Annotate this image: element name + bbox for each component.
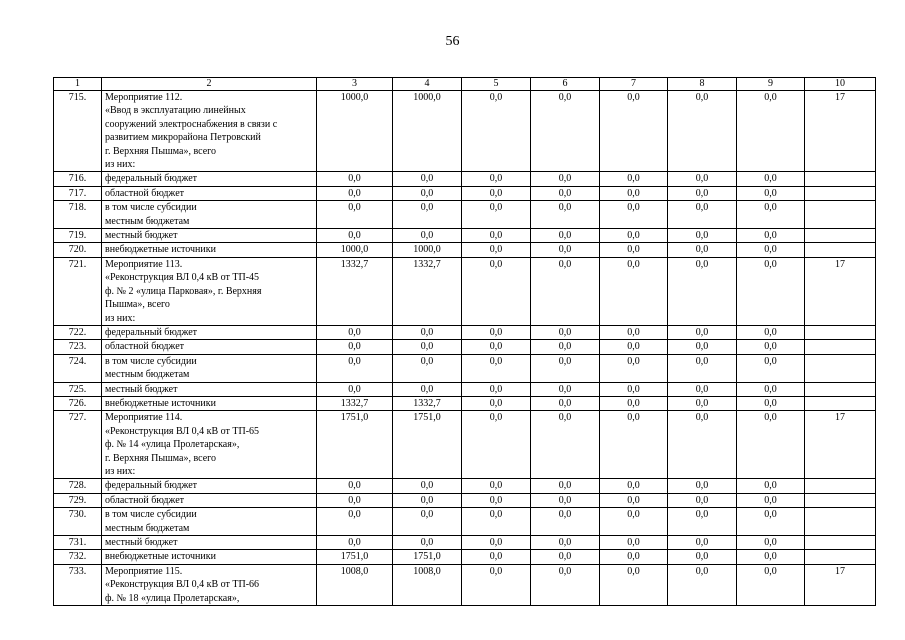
value-cell: 0,0 [462,396,531,410]
row-name-line: внебюджетные источники [105,551,216,563]
table-row [54,536,876,550]
value-cell: 1751,0 [317,550,393,564]
table-body [54,78,876,606]
row-name-line: в том числе субсидии [105,202,197,214]
value-cell: 0,0 [531,396,600,410]
row-number: 724. [54,354,102,382]
value-cell: 0,0 [531,340,600,354]
value-cell: 0,0 [393,479,462,493]
row-name [102,172,317,186]
value-cell: 0,0 [600,536,668,550]
value-cell: 0,0 [393,172,462,186]
table-row [54,411,876,479]
row-name-line: г. Верхняя Пышма», всего [105,145,216,157]
value-cell: 0,0 [462,325,531,339]
value-cell: 0,0 [600,508,668,536]
row-name-line: г. Верхняя Пышма», всего [105,452,216,464]
value-cell: 0,0 [462,411,531,479]
value-cell: 0,0 [462,91,531,172]
row-number: 717. [54,186,102,200]
row-name [102,411,317,479]
table-row [54,325,876,339]
table-row [54,396,876,410]
row-name [102,257,317,325]
row-number: 723. [54,340,102,354]
row-number: 725. [54,382,102,396]
row-name-line: «Реконструкция ВЛ 0,4 кВ от ТП-45 [105,272,260,284]
value-cell: 0,0 [668,340,737,354]
value-cell: 0,0 [531,325,600,339]
table-row [54,257,876,325]
value-cell: 0,0 [393,325,462,339]
value-cell: 0,0 [462,243,531,257]
value-cell: 0,0 [600,479,668,493]
value-cell: 0,0 [462,508,531,536]
value-cell: 0,0 [737,340,805,354]
table-header-row [54,78,876,91]
row-number: 720. [54,243,102,257]
ref-cell [805,493,876,507]
value-cell: 0,0 [737,354,805,382]
value-cell: 0,0 [317,493,393,507]
value-cell: 0,0 [462,493,531,507]
header-cell: 9 [737,78,805,91]
value-cell: 0,0 [600,340,668,354]
row-name-line: ф. № 2 «улица Парковая», г. Верхняя [105,285,262,297]
value-cell: 0,0 [317,172,393,186]
value-cell: 0,0 [600,325,668,339]
value-cell: 0,0 [737,493,805,507]
value-cell: 0,0 [393,493,462,507]
header-cell: 7 [600,78,668,91]
value-cell: 0,0 [737,396,805,410]
row-number: 719. [54,229,102,243]
value-cell: 0,0 [668,550,737,564]
row-name-line: из них: [105,465,136,477]
value-cell: 0,0 [462,550,531,564]
value-cell: 0,0 [393,354,462,382]
value-cell: 0,0 [600,564,668,605]
row-number: 726. [54,396,102,410]
row-name-line: развитием микрорайона Петровский [105,132,261,144]
row-number: 727. [54,411,102,479]
value-cell: 0,0 [531,243,600,257]
value-cell: 0,0 [737,91,805,172]
value-cell: 0,0 [668,257,737,325]
value-cell: 0,0 [393,508,462,536]
value-cell: 1332,7 [393,396,462,410]
ref-cell [805,186,876,200]
row-name [102,479,317,493]
row-name-line: федеральный бюджет [105,173,198,185]
row-name-line: Мероприятие 113. [105,258,183,270]
value-cell: 0,0 [317,508,393,536]
row-name-line: ф. № 18 «улица Пролетарская», [105,592,240,604]
table-row [54,172,876,186]
value-cell: 0,0 [668,479,737,493]
value-cell: 0,0 [393,536,462,550]
header-cell: 4 [393,78,462,91]
row-name [102,201,317,229]
table-row [54,493,876,507]
ref-cell: 17 [805,411,876,479]
value-cell: 0,0 [462,536,531,550]
value-cell: 0,0 [737,479,805,493]
value-cell: 0,0 [462,172,531,186]
value-cell: 0,0 [317,186,393,200]
row-name-line: местным бюджетам [105,369,190,381]
row-number: 728. [54,479,102,493]
row-name-line: ф. № 14 «улица Пролетарская», [105,439,240,451]
value-cell: 0,0 [600,354,668,382]
row-name-line: в том числе субсидии [105,509,197,521]
value-cell: 0,0 [737,550,805,564]
value-cell: 1332,7 [317,257,393,325]
value-cell: 0,0 [462,201,531,229]
table-row [54,479,876,493]
value-cell: 0,0 [462,340,531,354]
value-cell: 0,0 [668,382,737,396]
row-name [102,550,317,564]
value-cell: 0,0 [317,536,393,550]
value-cell: 0,0 [737,257,805,325]
row-name-line: сооружений электроснабжения в связи с [105,118,278,130]
row-name [102,186,317,200]
row-name [102,382,317,396]
value-cell: 1751,0 [317,411,393,479]
value-cell: 0,0 [317,382,393,396]
row-name-line: Мероприятие 112. [105,92,183,103]
ref-cell [805,243,876,257]
value-cell: 0,0 [393,229,462,243]
row-name-line: Мероприятие 115. [105,565,183,577]
row-name-line: местный бюджет [105,537,178,548]
row-name-line: из них: [105,159,136,171]
value-cell: 1751,0 [393,411,462,479]
header-cell: 3 [317,78,393,91]
table-row [54,229,876,243]
value-cell: 0,0 [668,411,737,479]
ref-cell [805,201,876,229]
value-cell: 0,0 [317,201,393,229]
row-name-line: областной бюджет [105,341,185,353]
header-cell: 5 [462,78,531,91]
value-cell: 0,0 [600,257,668,325]
value-cell: 0,0 [317,340,393,354]
header-cell: 6 [531,78,600,91]
value-cell: 0,0 [600,229,668,243]
value-cell: 0,0 [393,201,462,229]
ref-cell [805,396,876,410]
row-name-line: Пышма», всего [105,299,170,311]
row-name-line: «Реконструкция ВЛ 0,4 кВ от ТП-65 [105,425,260,437]
value-cell: 0,0 [531,354,600,382]
ref-cell [805,354,876,382]
value-cell: 0,0 [737,325,805,339]
value-cell: 0,0 [668,229,737,243]
value-cell: 0,0 [737,411,805,479]
value-cell: 0,0 [668,243,737,257]
value-cell: 0,0 [737,382,805,396]
value-cell: 0,0 [600,411,668,479]
row-name-line: местным бюджетам [105,522,190,534]
value-cell: 0,0 [600,91,668,172]
value-cell: 0,0 [668,201,737,229]
value-cell: 0,0 [600,550,668,564]
value-cell: 0,0 [462,564,531,605]
row-name [102,340,317,354]
value-cell: 0,0 [600,493,668,507]
value-cell: 0,0 [317,325,393,339]
value-cell: 0,0 [600,396,668,410]
header-cell: 8 [668,78,737,91]
value-cell: 0,0 [668,91,737,172]
value-cell: 1751,0 [393,550,462,564]
value-cell: 0,0 [531,382,600,396]
value-cell: 0,0 [737,229,805,243]
value-cell: 0,0 [531,172,600,186]
row-name-line: федеральный бюджет [105,480,198,492]
value-cell: 0,0 [317,479,393,493]
row-name-line: местный бюджет [105,383,178,395]
value-cell: 0,0 [317,354,393,382]
row-number: 729. [54,493,102,507]
row-name [102,243,317,257]
ref-cell: 17 [805,564,876,605]
row-name-line: из них: [105,312,136,324]
value-cell: 0,0 [531,550,600,564]
value-cell: 0,0 [462,186,531,200]
row-number: 733. [54,564,102,605]
value-cell: 0,0 [531,536,600,550]
table-row [54,186,876,200]
value-cell: 0,0 [668,186,737,200]
row-name [102,91,317,172]
ref-cell [805,536,876,550]
value-cell: 0,0 [531,411,600,479]
value-cell: 0,0 [600,243,668,257]
row-name-line: внебюджетные источники [105,244,216,256]
ref-cell: 17 [805,257,876,325]
header-cell: 2 [102,78,317,91]
table-row [54,382,876,396]
value-cell: 1000,0 [393,91,462,172]
row-name-line: Мероприятие 114. [105,412,183,424]
row-number: 731. [54,536,102,550]
table-row [54,201,876,229]
value-cell: 0,0 [668,325,737,339]
value-cell: 0,0 [531,229,600,243]
value-cell: 0,0 [737,243,805,257]
value-cell: 0,0 [737,564,805,605]
ref-cell [805,479,876,493]
row-name-line: местным бюджетам [105,215,190,227]
header-cell: 10 [805,78,876,91]
row-number: 722. [54,325,102,339]
row-name [102,508,317,536]
header-cell: 1 [54,78,102,91]
row-number: 730. [54,508,102,536]
value-cell: 1000,0 [317,91,393,172]
row-name-line: «Ввод в эксплуатацию линейных [105,105,246,117]
ref-cell [805,229,876,243]
value-cell: 0,0 [600,382,668,396]
value-cell: 0,0 [531,493,600,507]
value-cell: 0,0 [668,354,737,382]
value-cell: 0,0 [737,508,805,536]
table-row [54,354,876,382]
row-name [102,354,317,382]
row-name [102,564,317,605]
row-name-line: «Реконструкция ВЛ 0,4 кВ от ТП-66 [105,579,260,591]
value-cell: 0,0 [393,340,462,354]
value-cell: 0,0 [600,172,668,186]
value-cell: 0,0 [531,508,600,536]
value-cell: 1008,0 [317,564,393,605]
value-cell: 0,0 [462,382,531,396]
value-cell: 0,0 [531,91,600,172]
value-cell: 0,0 [668,564,737,605]
ref-cell [805,550,876,564]
value-cell: 0,0 [668,536,737,550]
value-cell: 0,0 [531,564,600,605]
value-cell: 1000,0 [393,243,462,257]
value-cell: 0,0 [668,493,737,507]
table-row [54,243,876,257]
value-cell: 1000,0 [317,243,393,257]
ref-cell [805,340,876,354]
table-row [54,91,876,172]
value-cell: 0,0 [462,354,531,382]
value-cell: 1008,0 [393,564,462,605]
value-cell: 0,0 [668,508,737,536]
value-cell: 1332,7 [317,396,393,410]
value-cell: 0,0 [531,201,600,229]
value-cell: 1332,7 [393,257,462,325]
row-name [102,536,317,550]
value-cell: 0,0 [668,172,737,186]
value-cell: 0,0 [462,479,531,493]
row-number: 718. [54,201,102,229]
value-cell: 0,0 [462,229,531,243]
row-name [102,493,317,507]
page-number: 56 [445,34,460,49]
value-cell: 0,0 [531,186,600,200]
row-name-line: областной бюджет [105,494,185,506]
row-name-line: местный бюджет [105,230,178,242]
row-name [102,229,317,243]
row-number: 721. [54,257,102,325]
row-number: 716. [54,172,102,186]
row-name-line: федеральный бюджет [105,326,198,338]
value-cell: 0,0 [462,257,531,325]
table-row [54,564,876,605]
value-cell: 0,0 [737,536,805,550]
table-row [54,340,876,354]
value-cell: 0,0 [317,229,393,243]
value-cell: 0,0 [668,396,737,410]
ref-cell [805,172,876,186]
value-cell: 0,0 [531,257,600,325]
table-row [54,508,876,536]
row-number: 732. [54,550,102,564]
row-name-line: внебюджетные источники [105,397,216,409]
ref-cell: 17 [805,91,876,172]
table-row [54,550,876,564]
value-cell: 0,0 [531,479,600,493]
ref-cell [805,325,876,339]
ref-cell [805,382,876,396]
value-cell: 0,0 [737,186,805,200]
row-name [102,396,317,410]
row-name-line: в том числе субсидии [105,355,197,367]
budget-table [53,77,876,606]
ref-cell [805,508,876,536]
value-cell: 0,0 [600,201,668,229]
row-name-line: областной бюджет [105,187,185,199]
value-cell: 0,0 [737,201,805,229]
row-number: 715. [54,91,102,172]
value-cell: 0,0 [393,186,462,200]
value-cell: 0,0 [393,382,462,396]
row-name [102,325,317,339]
value-cell: 0,0 [600,186,668,200]
value-cell: 0,0 [737,172,805,186]
